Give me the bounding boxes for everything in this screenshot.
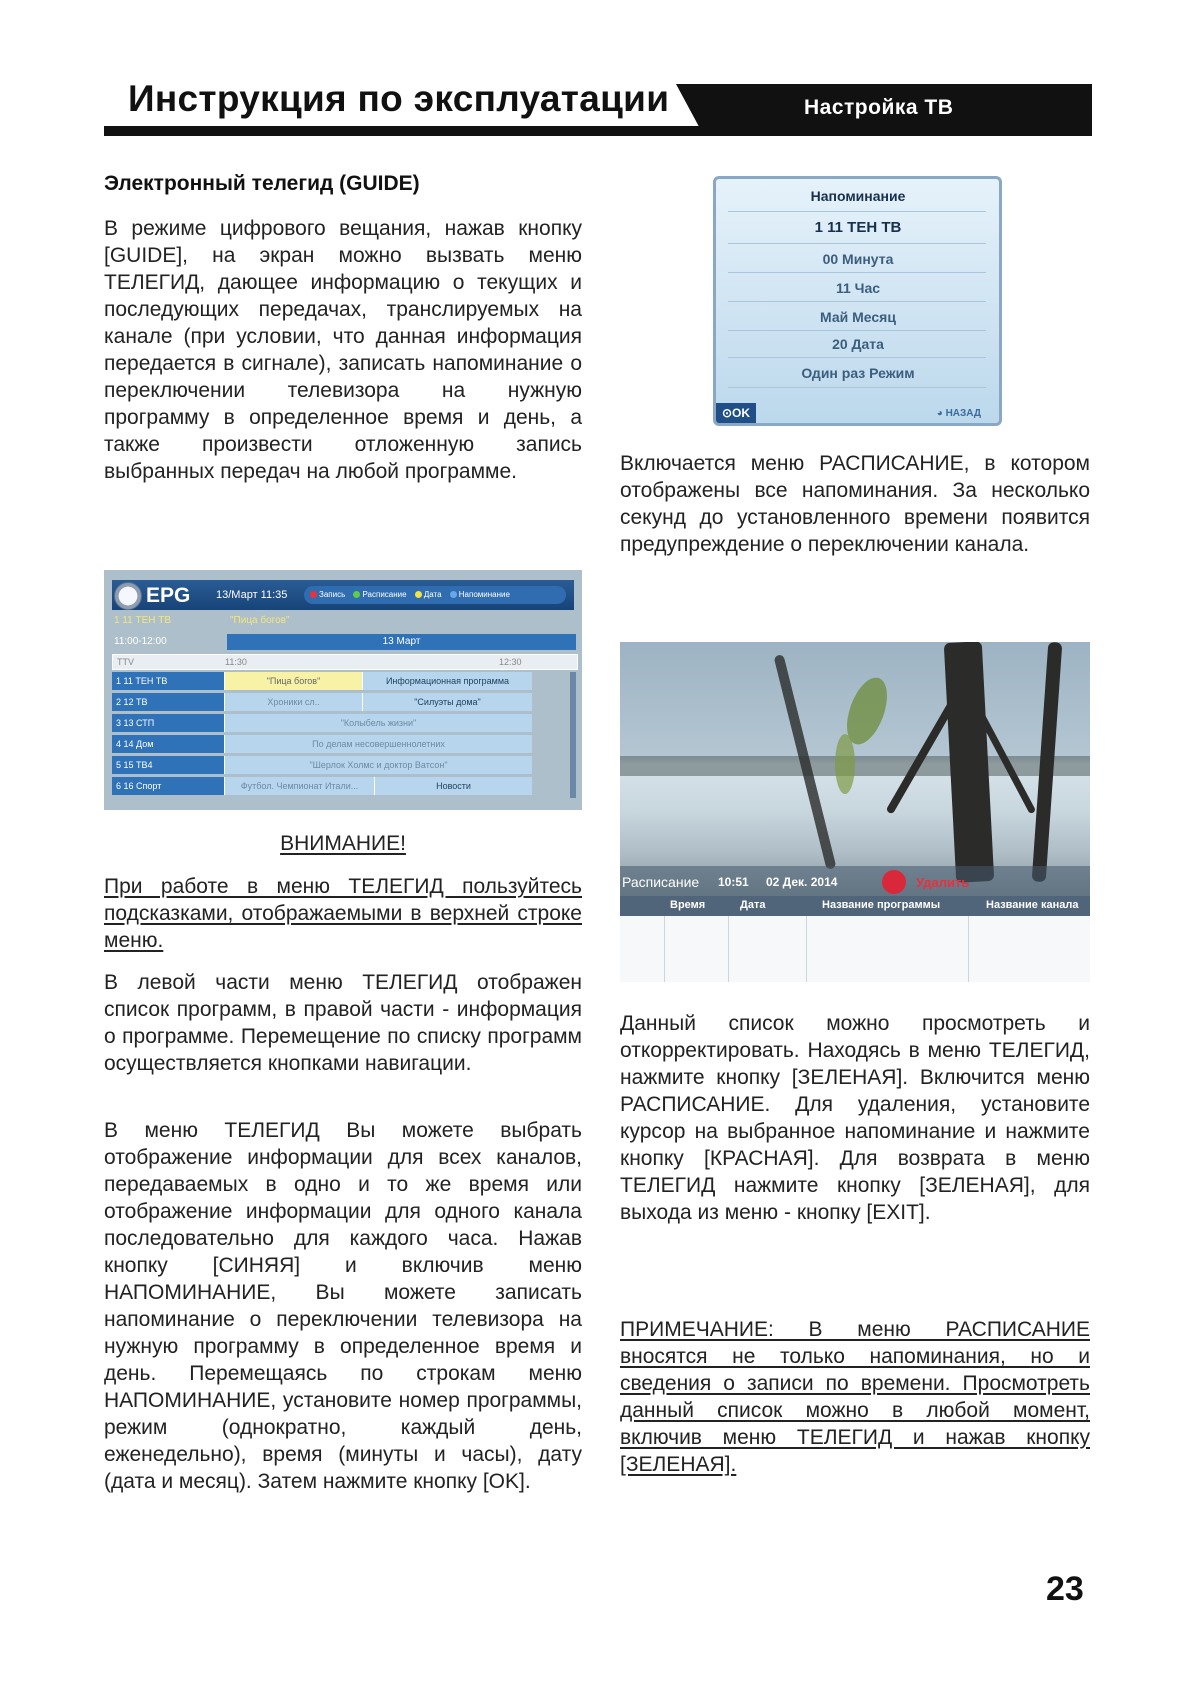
epg-axis-time: 11:30 <box>225 657 247 667</box>
schedule-screenshot <box>620 642 1090 982</box>
schedule-title: Расписание <box>622 874 700 890</box>
divider <box>728 272 986 273</box>
divider <box>728 301 986 302</box>
far-shore <box>620 756 1090 776</box>
divider <box>728 211 986 212</box>
tree-trunk <box>944 642 995 883</box>
epg-axis-time: 12:30 <box>499 657 522 667</box>
grid-line <box>664 916 665 982</box>
reminder-menu-screenshot <box>713 176 1002 426</box>
grid-line <box>968 916 969 982</box>
right-paragraph-1: Включается меню РАСПИСАНИЕ, в котором отображены все напоминания. За несколько секунд до установленного времени появится предупреждение о переключении канала. <box>620 452 1090 556</box>
ok-button[interactable] <box>716 403 756 423</box>
clock-icon <box>114 582 142 610</box>
epg-program-cell[interactable]: По делам несовершеннолетних <box>224 735 532 753</box>
epg-time-axis <box>112 654 578 670</box>
divider <box>728 330 986 331</box>
reminder-row-channel[interactable]: 1 11 ТЕН ТВ <box>814 219 902 236</box>
note-paragraph: ПРИМЕЧАНИЕ: В меню РАСПИСАНИЕ вносятся не только напоминания, но и сведения о записи по времени. Просмотреть данный список можно в любой момент, включив меню ТЕЛЕГИД и нажав кнопку [ЗЕЛЕНАЯ]. <box>620 1318 1090 1476</box>
column-program: Название программы <box>822 899 941 911</box>
page-number: 23 <box>1046 1570 1084 1608</box>
blue-dot-icon <box>450 591 457 598</box>
divider <box>728 387 986 388</box>
right-paragraph-2: Данный список можно просмотреть и откорректировать. Находясь в меню ТЕЛЕГИД, нажмите кнопку [ЗЕЛЕНАЯ]. Включится меню РАСПИСАНИЕ. Для удаления, установите курсор на выбранное напоминание и нажмите кнопку [КРАСНАЯ]. Для возврата в меню ТЕЛЕГИД нажмите кнопку [ЗЕЛЕНАЯ], для выхода из меню - кнопку [EXIT]. <box>620 1012 1090 1224</box>
ok-icon: ⊙ <box>721 406 733 420</box>
reminder-row-mode[interactable]: Один раз Режим <box>801 365 915 381</box>
schedule-table[interactable] <box>620 916 1090 982</box>
schedule-time: 10:51 <box>718 875 749 889</box>
back-button[interactable] <box>937 408 981 419</box>
back-icon: ◕ <box>936 408 946 419</box>
legend-record: Запись <box>319 590 346 599</box>
epg-current-channel: 1 11 ТЕН ТВ <box>114 615 172 626</box>
epg-logo: EPG <box>146 584 191 607</box>
grid-line <box>728 916 729 982</box>
epg-channel-cell: 2 12 ТВ <box>112 693 224 711</box>
divider <box>728 243 986 244</box>
epg-row[interactable] <box>112 714 576 732</box>
schedule-column-headers <box>620 896 1090 916</box>
epg-row[interactable] <box>112 693 576 711</box>
epg-legend <box>304 586 566 604</box>
paragraph-3: В меню ТЕЛЕГИД Вы можете выбрать отображение информации для всех каналов, передаваемых в одно и то же время или отображение информации для одного канала последовательно для каждого часа. Нажав кнопку [СИНЯЯ] и включив меню НАПОМИНАНИЕ, Вы можете записать напоминание о переключении телевизора на нужную программу в определенное время и день. Перемещаясь по строкам меню НАПОМИНАНИЕ, установите номер программы, режим (однократно, каждый день, еженедельно), время (минуты и часы), дату (дата и месяц). Затем нажмите кнопку [OK]. <box>104 1119 582 1493</box>
epg-program-cell[interactable]: Новости <box>374 777 532 795</box>
epg-scrollbar[interactable] <box>570 672 576 798</box>
epg-program-cell[interactable]: "Пица богов" <box>224 672 362 690</box>
green-dot-icon <box>353 591 360 598</box>
reminder-row-date[interactable]: 20 Дата <box>832 336 884 352</box>
intro-paragraph: В режиме цифрового вещания, нажав кнопку [GUIDE], на экран можно вызвать меню ТЕЛЕГИД, дающее информацию о текущих и последующих передачах, транслируемых на канале (при условии, что данная информация передается в сигнале), записать напоминание о переключении телевизора на нужную программу в определенное время и день, а также произвести отложенную запись выбранных передач на любой программе. <box>104 217 582 483</box>
reminder-title: Напоминание <box>810 188 906 204</box>
epg-row[interactable] <box>112 672 576 690</box>
ok-label: OK <box>732 406 751 420</box>
epg-screenshot <box>104 570 582 810</box>
legend-schedule: Расписание <box>362 590 407 599</box>
epg-program-cell[interactable]: "Колыбель жизни" <box>224 714 532 732</box>
epg-program-cell[interactable]: "Шерлок Холмс и доктор Ватсон" <box>224 756 532 774</box>
legend-date: Дата <box>423 590 442 599</box>
epg-row[interactable] <box>112 735 576 753</box>
legend-reminder: Напоминание <box>458 590 510 599</box>
delete-button[interactable]: Удалить <box>916 875 970 890</box>
column-date: Дата <box>740 899 766 911</box>
column-time: Время <box>670 899 706 911</box>
epg-axis-channel: TTV <box>117 657 134 667</box>
epg-program-cell[interactable]: Футбол. Чемпионат Итали... <box>224 777 374 795</box>
epg-row[interactable] <box>112 756 576 774</box>
grid-line <box>806 916 807 982</box>
reminder-row-hour[interactable]: 11 Час <box>835 280 881 296</box>
attention-text: При работе в меню ТЕЛЕГИД пользуйтесь подсказками, отображаемыми в верхней строке меню. <box>104 875 582 952</box>
back-label: НАЗАД <box>945 408 981 419</box>
epg-program-cell[interactable]: "Силуэты дома" <box>362 693 532 711</box>
epg-program-cell[interactable]: Хроники сл.. <box>224 693 362 711</box>
attention-wrap <box>104 832 582 856</box>
red-dot-icon <box>310 591 317 598</box>
epg-program-cell[interactable]: Информационная программа <box>362 672 532 690</box>
divider <box>728 357 986 358</box>
column-channel: Название канала <box>986 899 1079 911</box>
reminder-row-month[interactable]: Май Месяц <box>820 309 896 325</box>
yellow-dot-icon <box>415 591 422 598</box>
epg-channel-cell: 1 11 ТЕН ТВ <box>112 672 224 690</box>
page-title: Инструкция по эксплуатации <box>128 78 670 119</box>
epg-channel-cell: 3 13 СТП <box>112 714 224 732</box>
epg-channel-cell: 6 16 Спорт <box>112 777 224 795</box>
epg-channel-cell: 5 15 ТВ4 <box>112 756 224 774</box>
section-label: Настройка ТВ <box>804 96 954 119</box>
epg-channel-cell: 4 14 Дом <box>112 735 224 753</box>
reminder-row-minute[interactable]: 00 Минута <box>822 251 894 267</box>
schedule-date: 02 Дек. 2014 <box>766 875 838 889</box>
epg-row[interactable] <box>112 777 576 795</box>
epg-current-program: "Пица богов" <box>230 615 290 626</box>
section-heading: Электронный телегид (GUIDE) <box>104 172 420 195</box>
epg-datetime: 13/Март 11:35 <box>216 589 288 601</box>
red-button-icon <box>882 870 906 894</box>
attention-title: ВНИМАНИЕ! <box>280 832 406 855</box>
epg-time-range: 11:00-12:00 <box>114 636 167 647</box>
leaves <box>835 734 855 794</box>
epg-date-header: 13 Март <box>227 634 576 650</box>
paragraph-2: В левой части меню ТЕЛЕГИД отображен список программ, в правой части - информация о программе. Перемещение по списку программ осуществляется кнопками навигации. <box>104 971 582 1075</box>
